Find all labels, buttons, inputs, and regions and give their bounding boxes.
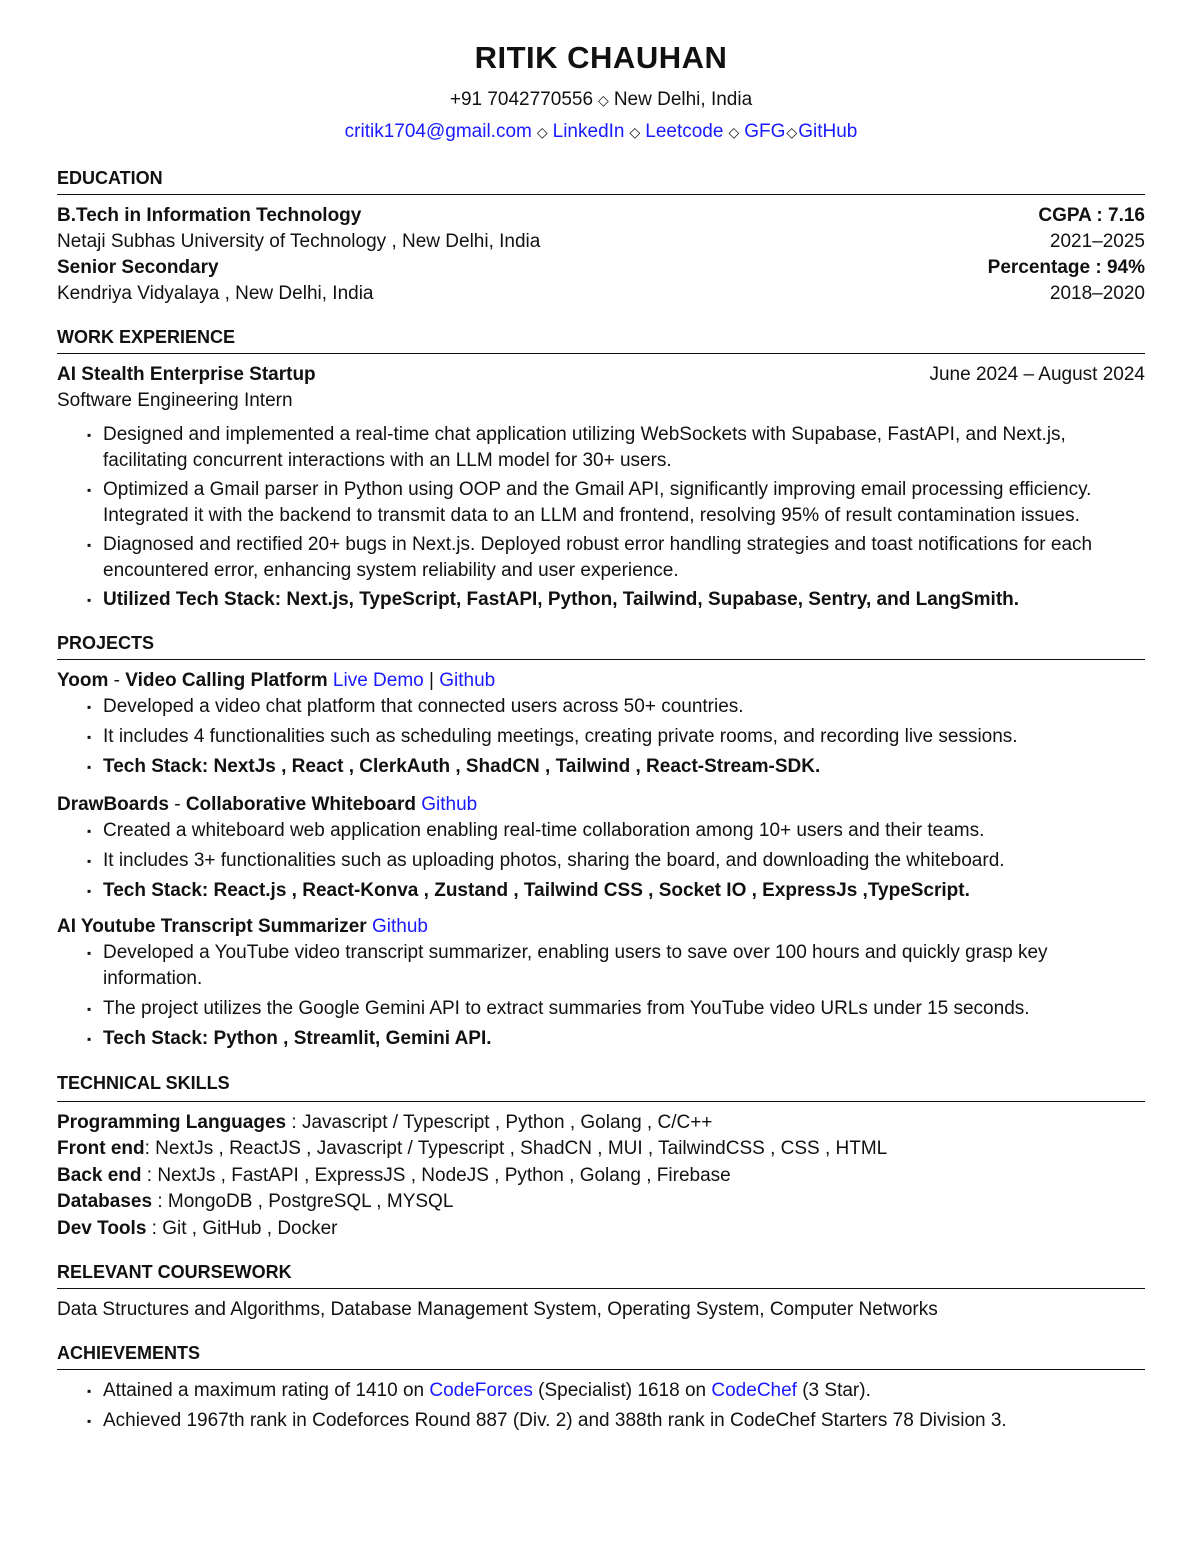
rating: 1618	[637, 1380, 680, 1401]
project-name: AI Youtube Transcript Summarizer	[57, 916, 367, 937]
coursework-section	[57, 1260, 1145, 1323]
github-link[interactable]: Github	[372, 916, 428, 937]
project-subtitle: Video Calling Platform	[125, 670, 328, 691]
years: 2021–2025	[1049, 231, 1145, 252]
project-title	[57, 668, 1145, 694]
phone-number: +91 7042770556	[449, 89, 594, 110]
skill-label: Databases	[57, 1191, 153, 1212]
company: AI Stealth Enterprise Startup	[57, 364, 316, 385]
skill-row	[57, 1136, 1145, 1163]
project-dash: -	[168, 794, 186, 815]
education-row	[57, 203, 1145, 229]
text: (3 Star).	[796, 1380, 871, 1401]
section-title: EDUCATION	[57, 166, 1145, 195]
list-item: ▪ It includes 4 functionalities such as scheduling meetings, creating private rooms, and recording live sessions.	[57, 724, 1145, 750]
skill-sep: :	[152, 1191, 168, 1212]
list-item: ▪ Developed a YouTube video transcript summarizer, enabling users to save over 100 hours and quickly grasp key information.	[57, 940, 1145, 992]
skill-value: NextJs , ReactJS , Javascript / Typescript , ShadCN , MUI , TailwindCSS , CSS , HTML	[155, 1138, 888, 1159]
list-item: ▪ It includes 3+ functionalities such as uploading photos, sharing the board, and downloading the whiteboard.	[57, 848, 1145, 874]
text: on	[679, 1380, 712, 1401]
list-item: ▪ Utilized Tech Stack: Next.js, TypeScript, FastAPI, Python, Tailwind, Supabase, Sentry, and LangSmith.	[57, 587, 1145, 613]
codeforces-link[interactable]: CodeForces	[429, 1380, 533, 1401]
section-title: PROJECTS	[57, 631, 1145, 660]
score: Percentage : 94%	[987, 257, 1145, 278]
skills-section	[57, 1070, 1145, 1242]
list-item: ▪ Diagnosed and rectified 20+ bugs in Next.js. Deployed robust error handling strategies and toast notifications for each encountered error, enhancing system reliability and user experience.	[57, 532, 1145, 584]
work-header-row	[57, 362, 1145, 388]
text: (Specialist)	[532, 1380, 638, 1401]
degree: Senior Secondary	[57, 257, 219, 278]
live-demo-link[interactable]: Live Demo	[332, 670, 424, 691]
skill-value: NextJs , FastAPI , ExpressJS , NodeJS , Python , Golang , Firebase	[157, 1164, 731, 1186]
pipe-separator: |	[423, 670, 440, 691]
section-title: ACHIEVEMENTS	[57, 1341, 1145, 1370]
list-item: ▪ The project utilizes the Google Gemini API to extract summaries from YouTube video URLs under 15 seconds.	[57, 996, 1145, 1022]
list-item: ▪ Designed and implemented a real-time chat application utilizing WebSockets with Supabase, FastAPI, and Next.js, facilitating concurrent interactions with an LLM model for 30+ users.	[57, 422, 1145, 474]
email-link[interactable]: critik1704@gmail.com	[344, 121, 532, 142]
list-item: ▪ Tech Stack: NextJs , React , ClerkAuth , ShadCN , Tailwind , React-Stream-SDK.	[57, 754, 1145, 780]
project-subtitle: Collaborative Whiteboard	[185, 794, 416, 815]
list-item: ▪ Tech Stack: Python , Streamlit, Gemini API.	[57, 1026, 1145, 1052]
project-name: Yoom	[57, 670, 109, 691]
skill-row	[57, 1110, 1145, 1137]
text: on	[397, 1380, 430, 1401]
role: Software Engineering Intern	[57, 390, 293, 411]
text: Attained a maximum rating of	[103, 1380, 356, 1401]
project-bullets	[57, 940, 1145, 1052]
skill-value: Javascript / Typescript , Python , Golang , C/C++	[301, 1111, 713, 1133]
list-item: ▪ Achieved 1967th rank in Codeforces Round 887 (Div. 2) and 388th rank in CodeChef Starters 78 Division 3.	[57, 1408, 1145, 1434]
location: New Delhi, India	[613, 89, 753, 110]
list-item: ▪ Created a whiteboard web application enabling real-time collaboration among 10+ users and their teams.	[57, 818, 1145, 844]
list-item: ▪ Optimized a Gmail parser in Python using OOP and the Gmail API, significantly improving email processing efficiency. Integrated it with the backend to transmit data to an LLM and frontend, resolving 95% of result contamination issues.	[57, 477, 1145, 529]
project-title	[57, 914, 1145, 940]
skill-row	[57, 1216, 1145, 1243]
rating: 1410	[355, 1380, 398, 1401]
list-item: ▪ Developed a video chat platform that connected users across 50+ countries.	[57, 694, 1145, 720]
work-section	[57, 325, 1145, 613]
project-bullets	[57, 694, 1145, 780]
skill-label: Front end	[57, 1138, 145, 1159]
project-title	[57, 792, 1145, 818]
project-bullets	[57, 818, 1145, 904]
skill-value: MongoDB , PostgreSQL , MYSQL	[167, 1191, 454, 1212]
resume-page	[57, 30, 1145, 1438]
leetcode-link[interactable]: Leetcode	[645, 121, 724, 142]
skill-label: Back end	[57, 1164, 142, 1186]
section-title: RELEVANT COURSEWORK	[57, 1260, 1145, 1289]
list-item: ▪ Tech Stack: React.js , React-Konva , Zustand , Tailwind CSS , Socket IO , ExpressJs ,TypeScript.	[57, 878, 1145, 904]
education-row	[57, 281, 1145, 307]
separator-icon: ◇	[598, 92, 609, 108]
education-section	[57, 166, 1145, 307]
skill-sep: :	[144, 1138, 156, 1159]
achievement-bullets	[57, 1378, 1145, 1434]
section-title: TECHNICAL SKILLS	[57, 1070, 1145, 1102]
github-link[interactable]: Github	[439, 670, 496, 691]
skill-row	[57, 1189, 1145, 1216]
years: 2018–2020	[1049, 283, 1145, 304]
list-item	[57, 1378, 1145, 1404]
skill-sep: :	[286, 1111, 302, 1133]
project-dash: -	[108, 670, 126, 691]
projects-section	[57, 631, 1145, 1052]
education-row	[57, 255, 1145, 281]
separator-icon: ◇	[728, 124, 740, 140]
github-link[interactable]: Github	[421, 794, 478, 815]
separator-icon: ◇	[629, 124, 641, 140]
score: CGPA : 7.16	[1038, 205, 1145, 226]
education-row	[57, 229, 1145, 255]
school: Netaji Subhas University of Technology , New Delhi, India	[57, 231, 541, 252]
linkedin-link[interactable]: LinkedIn	[552, 121, 625, 142]
section-title: WORK EXPERIENCE	[57, 325, 1145, 354]
skill-value: Git , GitHub , Docker	[162, 1217, 338, 1239]
achievements-section	[57, 1341, 1145, 1434]
links-line	[57, 116, 1145, 148]
separator-icon: ◇	[536, 124, 548, 140]
degree: B.Tech in Information Technology	[57, 205, 362, 226]
skill-row	[57, 1163, 1145, 1190]
candidate-name: RITIK CHAUHAN	[474, 40, 728, 75]
separator-icon: ◇	[786, 124, 798, 140]
skill-sep: :	[141, 1164, 158, 1186]
coursework-text: Data Structures and Algorithms, Database Management System, Operating System, Computer Networks	[57, 1299, 938, 1320]
codechef-link[interactable]: CodeChef	[711, 1380, 797, 1401]
project-name: DrawBoards	[57, 794, 169, 815]
skill-label: Dev Tools	[57, 1217, 147, 1239]
skill-label: Programming Languages	[57, 1111, 287, 1133]
skill-sep: :	[146, 1217, 163, 1239]
school: Kendriya Vidyalaya , New Delhi, India	[57, 283, 374, 304]
resume-header	[57, 36, 1145, 148]
work-bullets	[57, 422, 1145, 613]
gfg-link[interactable]: GFG	[744, 121, 786, 142]
github-link[interactable]: GitHub	[798, 121, 858, 142]
contact-line	[57, 84, 1145, 116]
work-dates: June 2024 – August 2024	[929, 364, 1145, 385]
